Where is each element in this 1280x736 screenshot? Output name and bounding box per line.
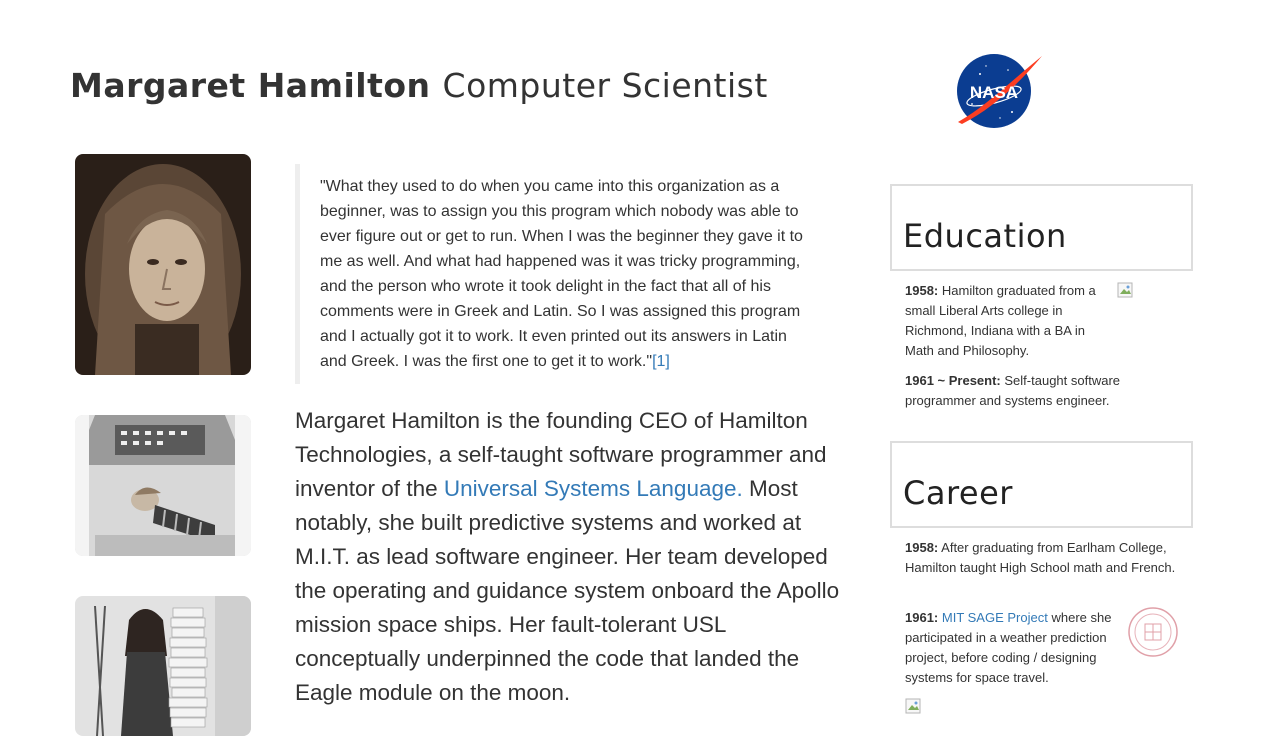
entry-year: 1958: bbox=[905, 283, 939, 298]
entry-year: 1961: bbox=[905, 610, 939, 625]
person-role: Computer Scientist bbox=[442, 66, 768, 105]
career-entry bbox=[905, 608, 1115, 688]
apollo-cockpit-photo bbox=[75, 415, 251, 556]
page-title bbox=[70, 66, 768, 106]
entry-text: After graduating from Earlham College, Hamilton taught High School math and French. bbox=[905, 540, 1176, 575]
career-heading: Career bbox=[903, 474, 1013, 512]
code-stack-photo bbox=[75, 596, 251, 736]
citation-link[interactable]: [1] bbox=[652, 353, 670, 370]
hamilton-quote bbox=[295, 164, 815, 384]
bio-text-intro: Margaret Hamilton is the founding CEO of Hamilton Technologies, a self-taught software programmer and inventor of the bbox=[295, 408, 827, 501]
broken-image-icon bbox=[1117, 282, 1133, 298]
entry-text: Hamilton graduated from a small Liberal Arts college in Richmond, Indiana with a BA in Math and Philosophy. bbox=[905, 283, 1096, 358]
mit-sage-link[interactable]: MIT SAGE Project bbox=[941, 610, 1048, 625]
broken-image-icon bbox=[905, 698, 921, 714]
mit-seal-icon bbox=[1127, 606, 1179, 658]
entry-text: where she participated in a weather prediction project, before coding / designing systems for space travel. bbox=[905, 610, 1112, 685]
svg-text:NASA: NASA bbox=[969, 83, 1019, 102]
usl-link[interactable]: Universal Systems Language. bbox=[443, 476, 743, 501]
person-name: Margaret Hamilton bbox=[70, 66, 431, 105]
career-entry bbox=[905, 538, 1180, 578]
entry-text: Self-taught software programmer and systems engineer. bbox=[905, 373, 1121, 408]
education-panel-header bbox=[890, 184, 1193, 271]
biography-paragraph bbox=[295, 404, 855, 710]
quote-text: "What they used to do when you came into this organization as a beginner, was to assign you this program which nobody was able to ever figure out or get to run. When I was the beginner they gave it to me as well. And what had happened was it was tricky programming, and the person who wrote it took delight in the fact that all of his comments were in Greek and Latin. So I was assigned this program and I actually got it to work. It even printed out its answers in Latin and Greek. I was the first one to get it to work." bbox=[320, 178, 803, 370]
bio-text-rest: Most notably, she built predictive systems and worked at M.I.T. as lead software engineer. Her team developed the operating and guidance system onboard the Apollo mission space ships. Her fault-tolerant USL conceptually underpinned the code that landed the Eagle module on the moon. bbox=[295, 476, 840, 705]
education-heading: Education bbox=[903, 217, 1067, 255]
career-panel-header bbox=[890, 441, 1193, 528]
education-entry bbox=[905, 281, 1105, 361]
entry-year: 1961 ~ Present: bbox=[905, 373, 1001, 388]
entry-year: 1958: bbox=[905, 540, 939, 555]
portrait-photo bbox=[75, 154, 251, 375]
nasa-logo bbox=[950, 52, 1044, 132]
education-entry bbox=[905, 371, 1155, 411]
